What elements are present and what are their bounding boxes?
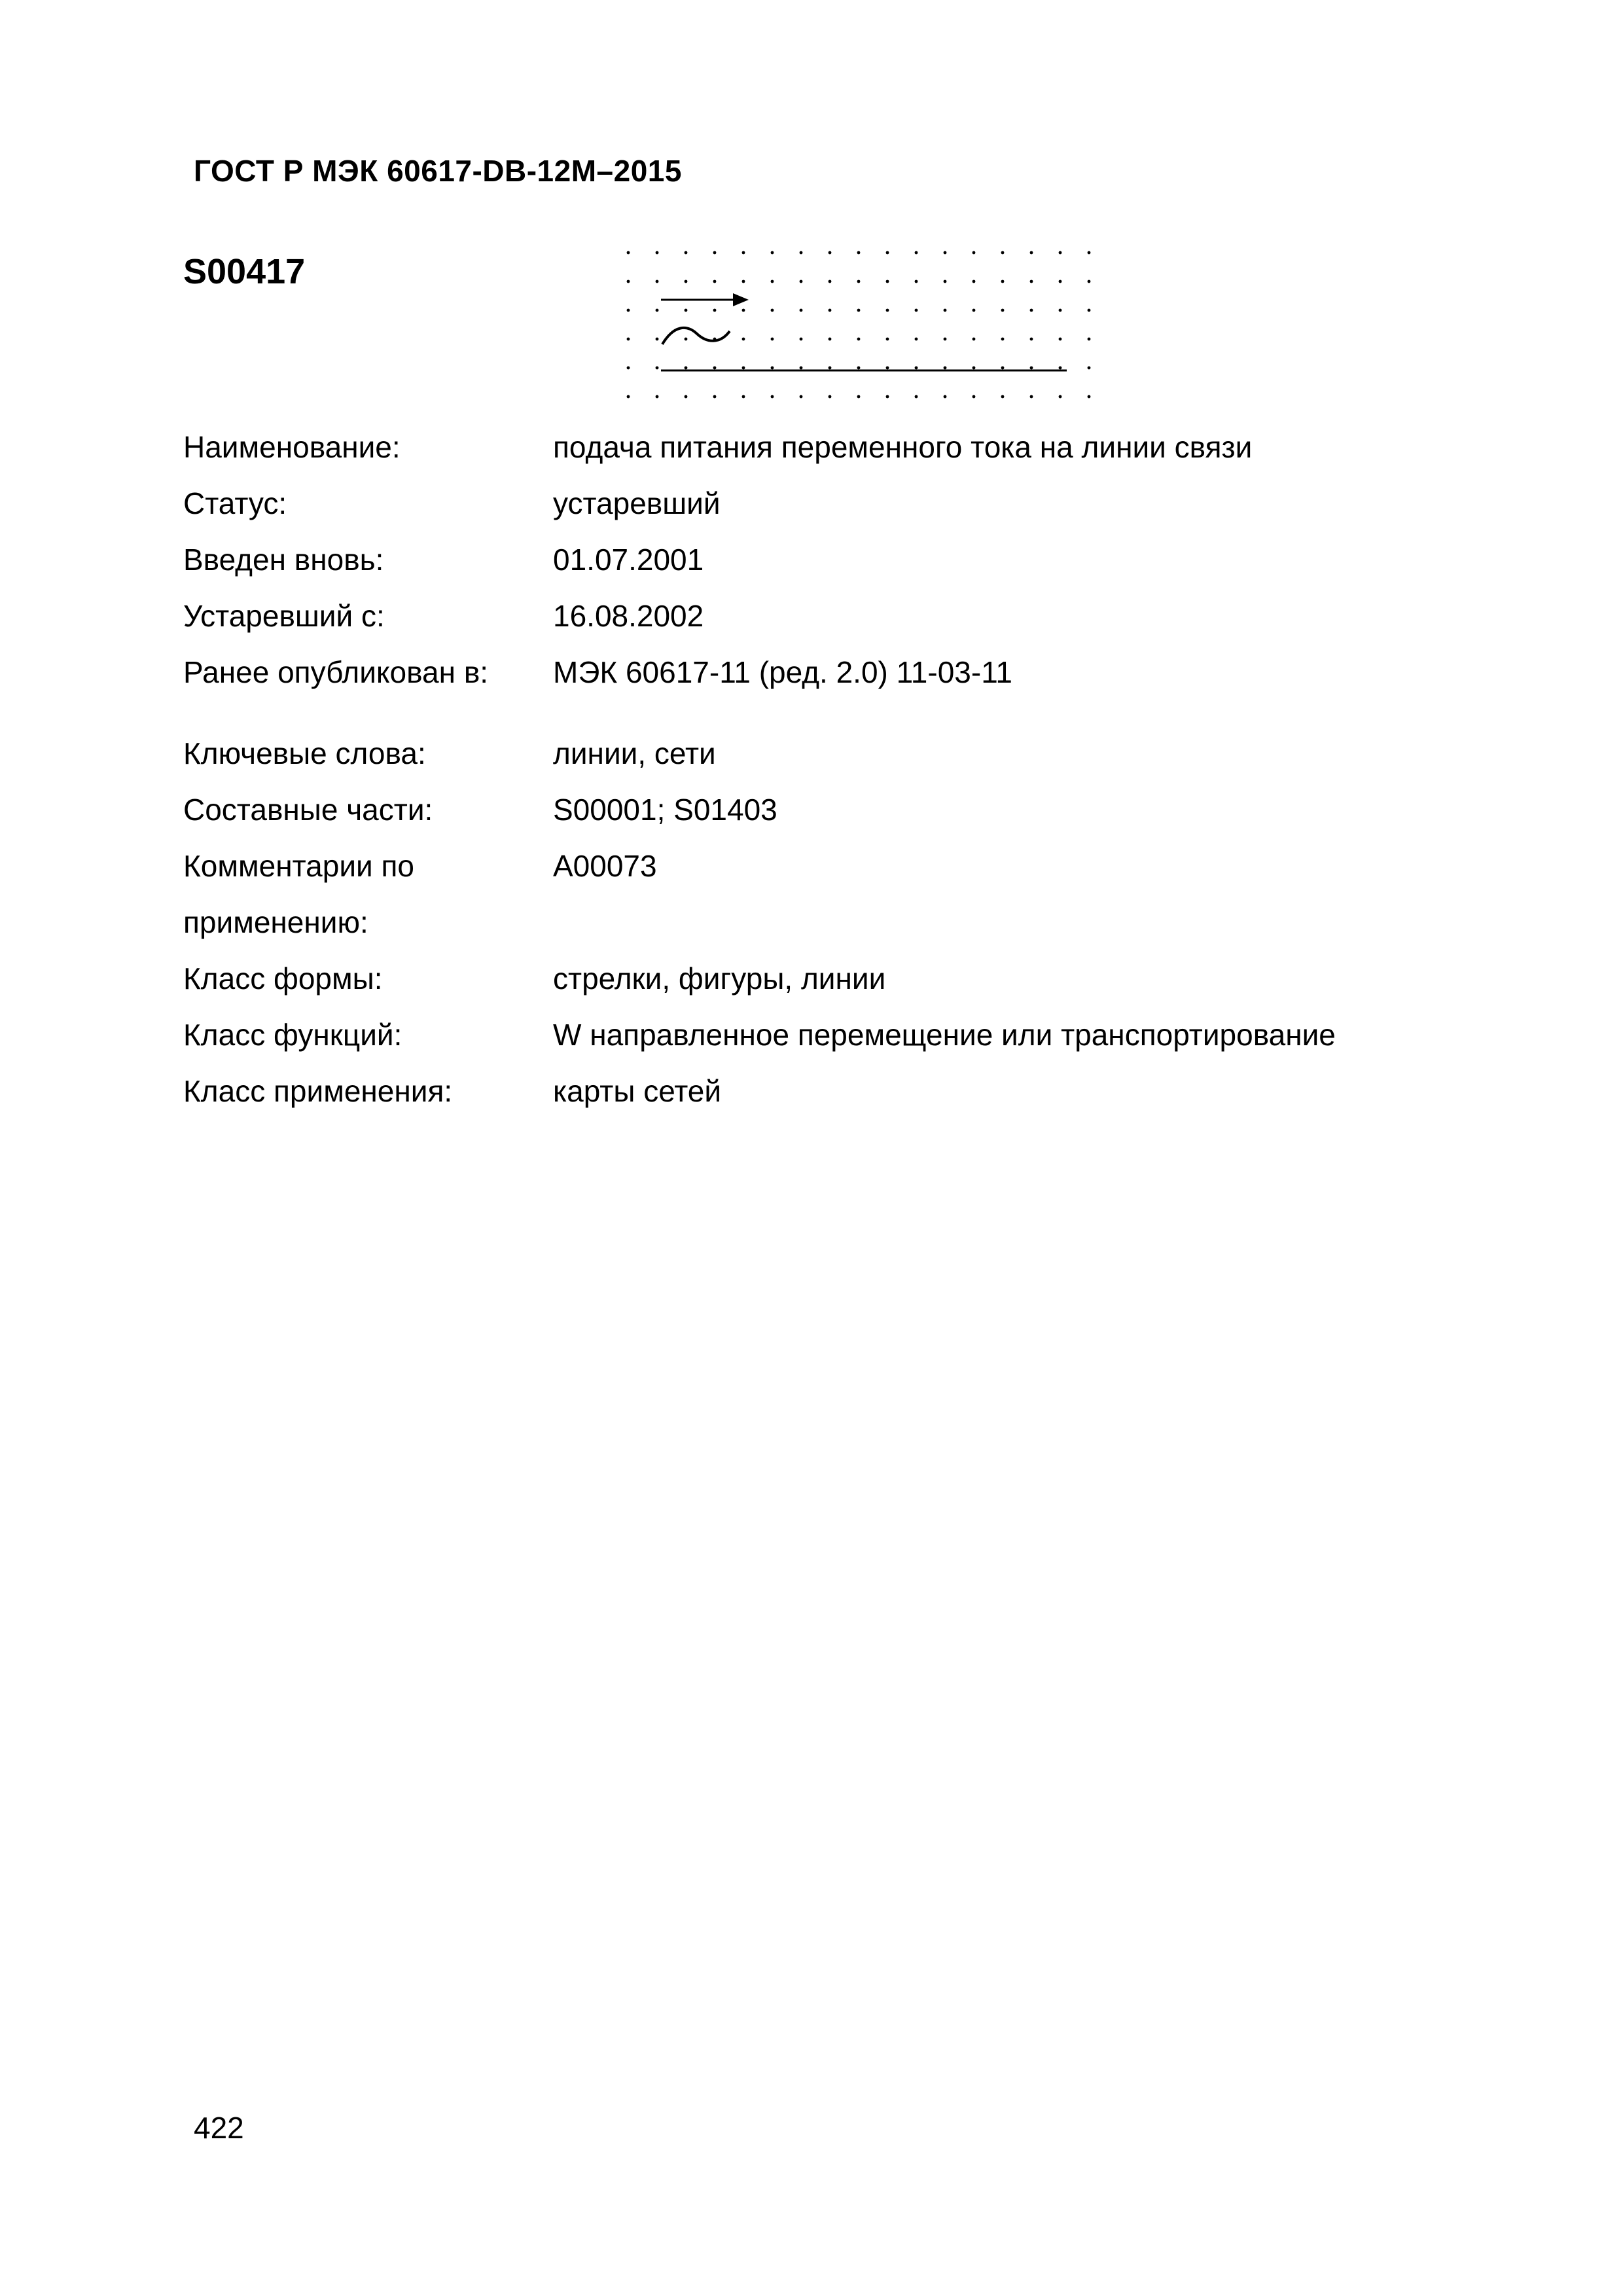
grid-dot bbox=[656, 251, 659, 255]
grid-dot bbox=[627, 338, 630, 341]
grid-dot bbox=[742, 367, 745, 370]
grid-dot bbox=[800, 338, 803, 341]
grid-dot bbox=[829, 280, 832, 283]
grid-dot bbox=[944, 395, 947, 399]
grid-dot bbox=[627, 309, 630, 312]
grid-dot bbox=[1059, 280, 1062, 283]
grid-dot bbox=[713, 280, 717, 283]
grid-dot bbox=[800, 251, 803, 255]
grid-dot bbox=[771, 251, 774, 255]
grid-dot bbox=[742, 251, 745, 255]
property-label bbox=[183, 838, 553, 950]
grid-dot bbox=[627, 395, 630, 399]
grid-dot bbox=[886, 367, 889, 370]
grid-dot bbox=[1088, 251, 1091, 255]
grid-dot bbox=[857, 367, 861, 370]
grid-dot bbox=[685, 251, 688, 255]
grid-dot bbox=[915, 395, 918, 399]
symbol-dot-grid bbox=[627, 251, 1091, 399]
grid-dot bbox=[915, 251, 918, 255]
symbol-graphic bbox=[615, 241, 1113, 411]
grid-dot bbox=[1001, 280, 1005, 283]
grid-dot bbox=[713, 395, 717, 399]
grid-dot bbox=[972, 395, 976, 399]
grid-dot bbox=[656, 280, 659, 283]
property-value: W направленное перемещение или транспортирование bbox=[553, 1018, 1336, 1052]
grid-dot bbox=[944, 280, 947, 283]
grid-dot bbox=[627, 367, 630, 370]
grid-dot bbox=[886, 395, 889, 399]
grid-dot bbox=[857, 338, 861, 341]
grid-dot bbox=[800, 280, 803, 283]
grid-dot bbox=[886, 338, 889, 341]
arrow-head bbox=[733, 293, 749, 306]
property-label: Класс формы: bbox=[183, 961, 383, 996]
property-row-shape-class bbox=[183, 950, 1492, 1007]
property-row-keywords bbox=[183, 725, 1492, 781]
property-row-name bbox=[183, 419, 1492, 475]
grid-dot bbox=[944, 251, 947, 255]
grid-dot bbox=[829, 251, 832, 255]
grid-dot bbox=[771, 309, 774, 312]
grid-dot bbox=[1001, 251, 1005, 255]
grid-dot bbox=[1030, 338, 1033, 341]
property-row-introduced bbox=[183, 531, 1492, 588]
grid-dot bbox=[1059, 367, 1062, 370]
symbol-code: S00417 bbox=[183, 252, 306, 291]
property-label: Устаревший с: bbox=[183, 599, 385, 633]
property-label: Статус: bbox=[183, 486, 287, 520]
grid-dot bbox=[1059, 338, 1062, 341]
grid-dot bbox=[771, 367, 774, 370]
grid-dot bbox=[656, 395, 659, 399]
property-label: Составные части: bbox=[183, 793, 433, 827]
grid-dot bbox=[1059, 251, 1062, 255]
property-value: A00073 bbox=[553, 849, 657, 883]
tilde-ac-mark bbox=[662, 328, 730, 344]
grid-dot bbox=[1030, 395, 1033, 399]
grid-dot bbox=[1001, 309, 1005, 312]
grid-dot bbox=[1001, 395, 1005, 399]
property-row-previously-published bbox=[183, 644, 1492, 700]
grid-dot bbox=[627, 280, 630, 283]
grid-dot bbox=[1030, 280, 1033, 283]
property-label: Класс применения: bbox=[183, 1074, 453, 1108]
grid-dot bbox=[685, 367, 688, 370]
grid-dot bbox=[656, 338, 659, 341]
grid-dot bbox=[685, 309, 688, 312]
standard-header: ГОСТ Р МЭК 60617-DB-12М–2015 bbox=[194, 154, 682, 188]
grid-dot bbox=[1059, 395, 1062, 399]
grid-dot bbox=[972, 367, 976, 370]
grid-dot bbox=[915, 309, 918, 312]
property-value: 01.07.2001 bbox=[553, 543, 704, 577]
grid-dot bbox=[742, 338, 745, 341]
grid-dot bbox=[1088, 338, 1091, 341]
grid-dot bbox=[742, 395, 745, 399]
grid-dot bbox=[742, 309, 745, 312]
property-value: подача питания переменного тока на линии связи bbox=[553, 430, 1253, 464]
property-value: МЭК 60617-11 (ред. 2.0) 11-03-11 bbox=[553, 655, 1012, 689]
grid-dot bbox=[656, 309, 659, 312]
grid-dot bbox=[685, 280, 688, 283]
grid-dot bbox=[1088, 280, 1091, 283]
grid-dot bbox=[713, 367, 717, 370]
property-value: стрелки, фигуры, линии bbox=[553, 961, 886, 996]
property-value: карты сетей bbox=[553, 1074, 722, 1108]
property-label: Класс функций: bbox=[183, 1018, 402, 1052]
grid-dot bbox=[1088, 367, 1091, 370]
grid-dot bbox=[972, 309, 976, 312]
property-row-function-class bbox=[183, 1007, 1492, 1063]
grid-dot bbox=[771, 280, 774, 283]
grid-dot bbox=[1059, 309, 1062, 312]
property-value: S00001; S01403 bbox=[553, 793, 777, 827]
property-row-application-class bbox=[183, 1063, 1492, 1119]
section-gap bbox=[183, 700, 1492, 725]
property-row-status bbox=[183, 475, 1492, 531]
property-value: 16.08.2002 bbox=[553, 599, 704, 633]
property-value: устаревший bbox=[553, 486, 721, 520]
grid-dot bbox=[857, 395, 861, 399]
grid-dot bbox=[1030, 367, 1033, 370]
property-value: линии, сети bbox=[553, 736, 716, 770]
property-label-text: Комментарии по применению: bbox=[183, 849, 414, 939]
grid-dot bbox=[944, 367, 947, 370]
grid-dot bbox=[829, 338, 832, 341]
grid-dot bbox=[1001, 367, 1005, 370]
properties-table bbox=[183, 419, 1492, 1119]
grid-dot bbox=[944, 309, 947, 312]
property-label: Наименование: bbox=[183, 430, 401, 464]
grid-dot bbox=[800, 309, 803, 312]
grid-dot bbox=[829, 367, 832, 370]
property-label: Введен вновь: bbox=[183, 543, 384, 577]
grid-dot bbox=[742, 280, 745, 283]
grid-dot bbox=[685, 395, 688, 399]
grid-dot bbox=[800, 367, 803, 370]
grid-dot bbox=[857, 251, 861, 255]
grid-dot bbox=[886, 309, 889, 312]
grid-dot bbox=[713, 309, 717, 312]
property-row-application-notes bbox=[183, 838, 1492, 950]
grid-dot bbox=[915, 367, 918, 370]
property-row-components bbox=[183, 781, 1492, 838]
grid-dot bbox=[915, 280, 918, 283]
property-label: Ранее опубликован в: bbox=[183, 655, 489, 689]
grid-dot bbox=[857, 309, 861, 312]
grid-dot bbox=[886, 280, 889, 283]
grid-dot bbox=[713, 251, 717, 255]
grid-dot bbox=[1030, 309, 1033, 312]
ac-power-feed-arrow-tilde-line-icon bbox=[615, 241, 1113, 411]
page-number: 422 bbox=[194, 2111, 244, 2145]
grid-dot bbox=[857, 280, 861, 283]
grid-dot bbox=[771, 338, 774, 341]
grid-dot bbox=[771, 395, 774, 399]
grid-dot bbox=[886, 251, 889, 255]
grid-dot bbox=[972, 251, 976, 255]
grid-dot bbox=[829, 395, 832, 399]
grid-dot bbox=[800, 395, 803, 399]
grid-dot bbox=[656, 367, 659, 370]
grid-dot bbox=[972, 338, 976, 341]
property-row-obsolete-since bbox=[183, 588, 1492, 644]
grid-dot bbox=[1088, 309, 1091, 312]
grid-dot bbox=[915, 338, 918, 341]
grid-dot bbox=[627, 251, 630, 255]
grid-dot bbox=[972, 280, 976, 283]
grid-dot bbox=[944, 338, 947, 341]
grid-dot bbox=[685, 338, 688, 341]
grid-dot bbox=[1030, 251, 1033, 255]
grid-dot bbox=[1001, 338, 1005, 341]
property-label: Ключевые слова: bbox=[183, 736, 426, 770]
grid-dot bbox=[1088, 395, 1091, 399]
grid-dot bbox=[829, 309, 832, 312]
